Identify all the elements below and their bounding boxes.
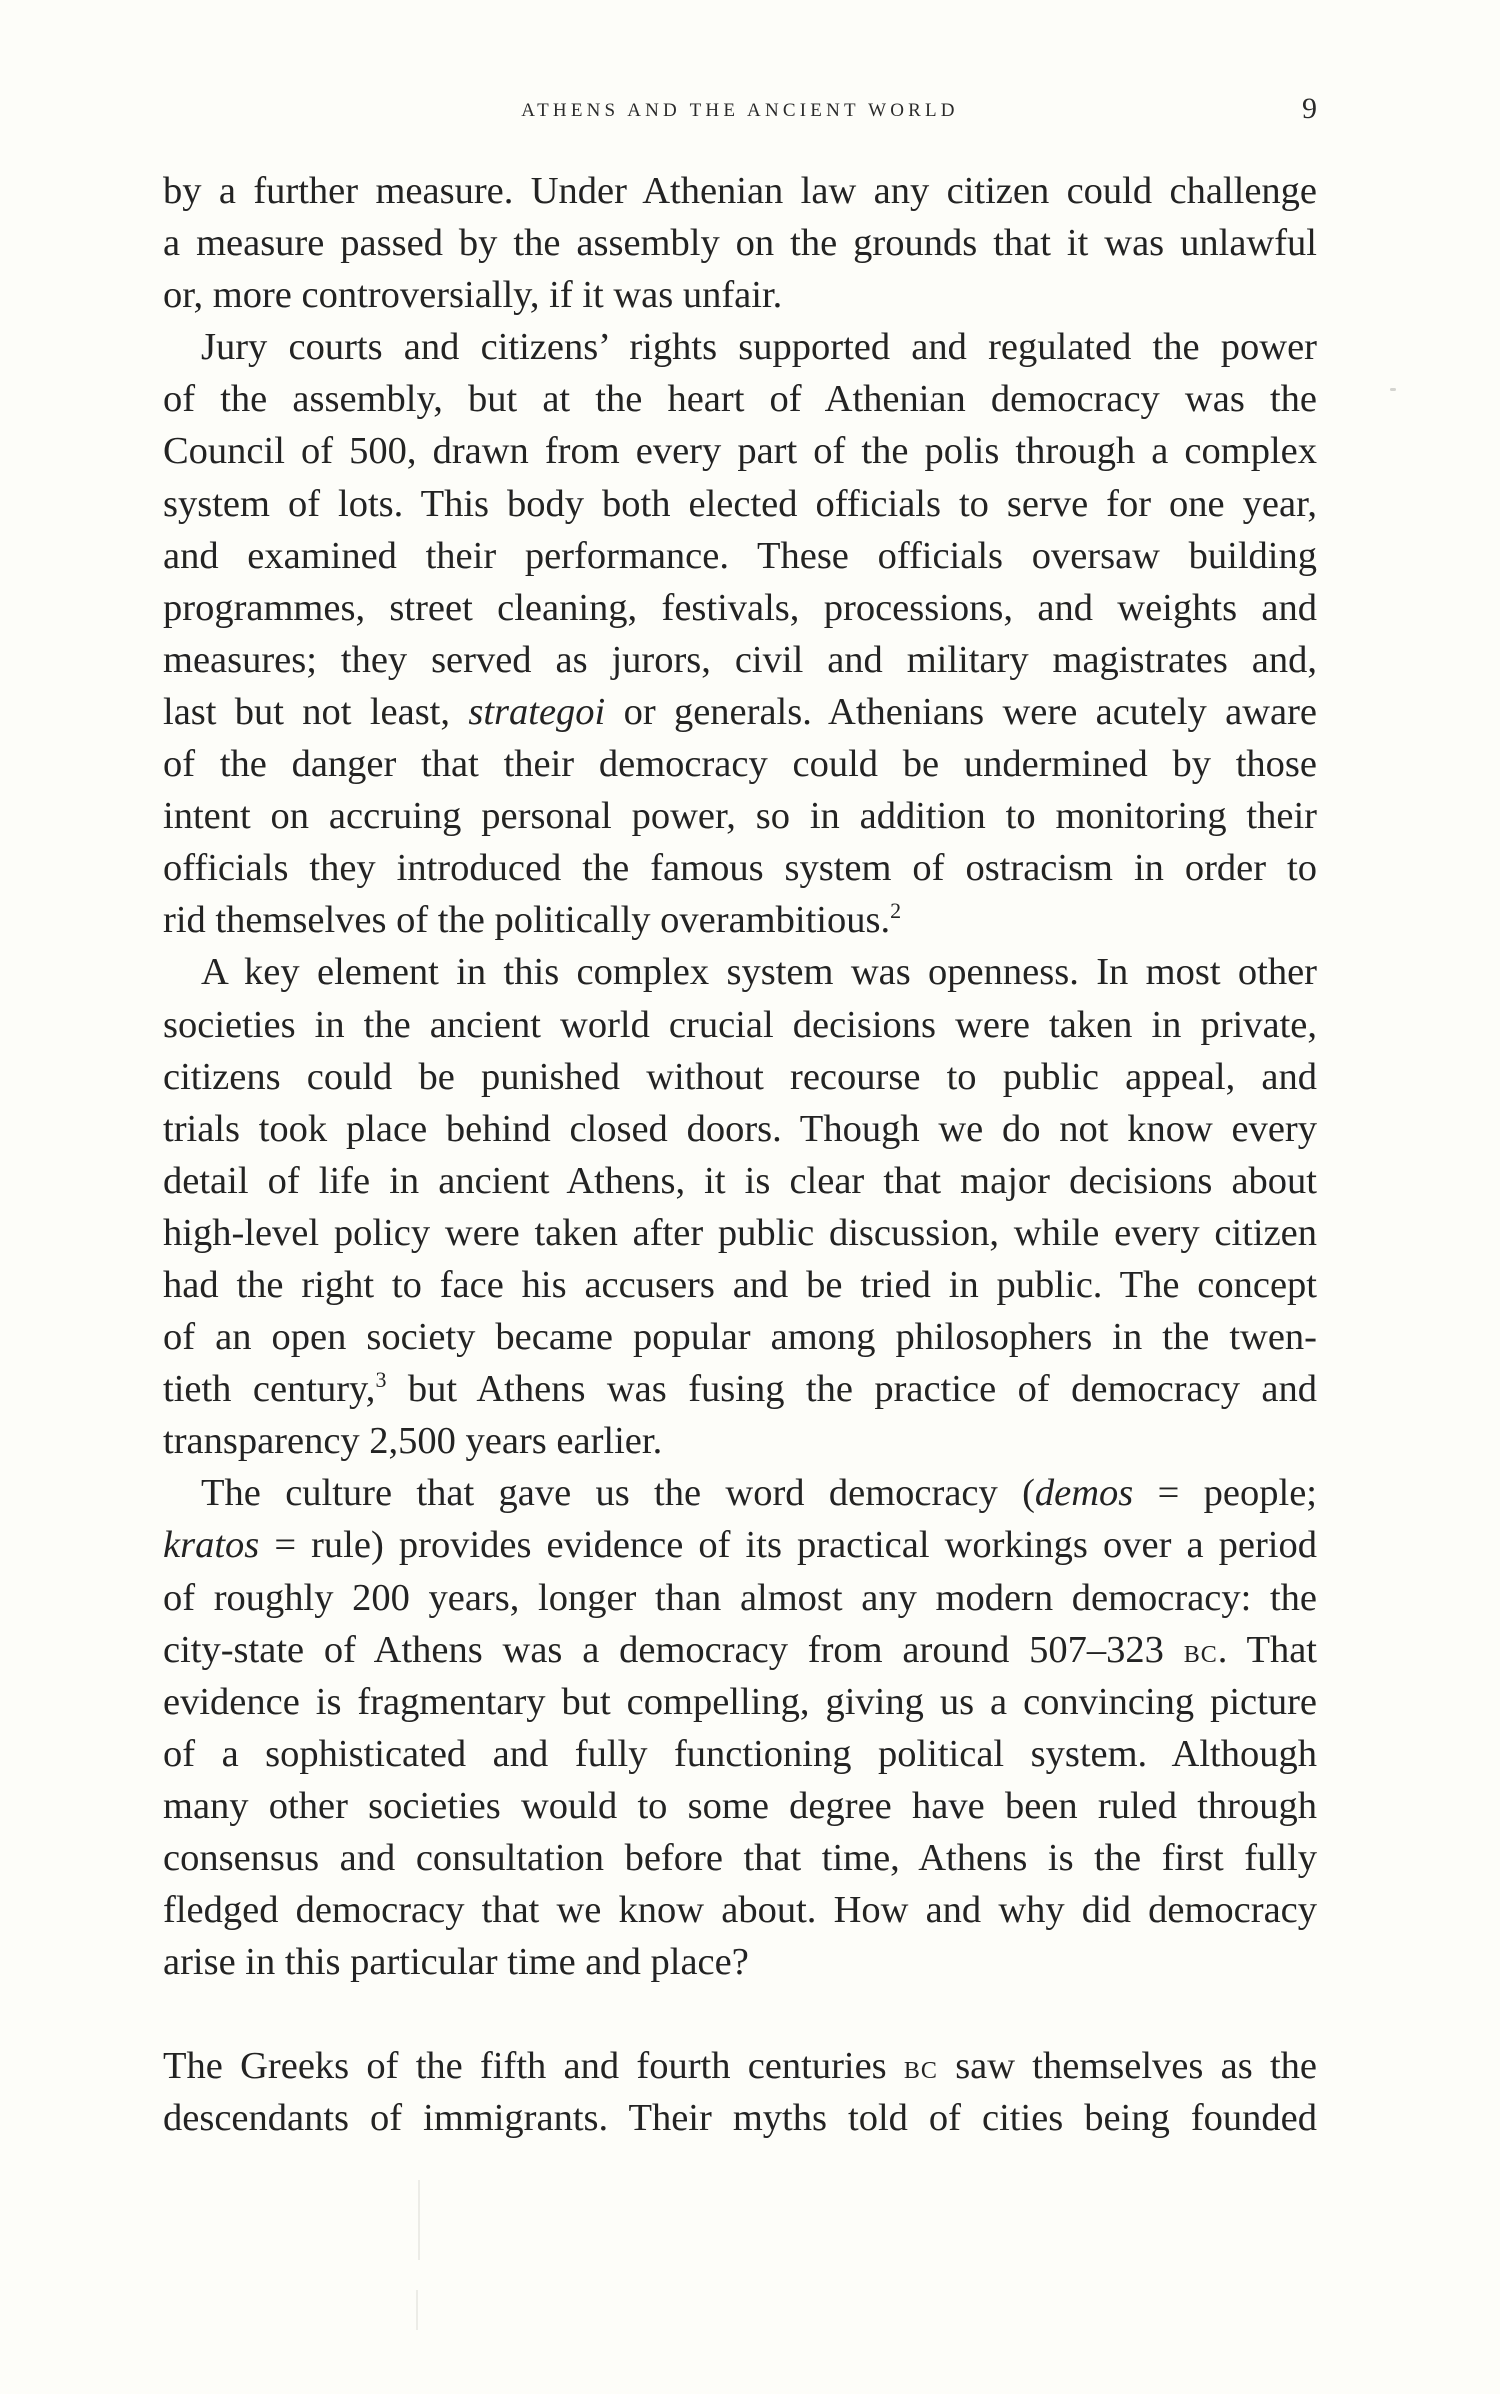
text-line — [163, 842, 1317, 894]
page-number: 9 — [1302, 92, 1317, 125]
text-run: A key element in this complex system was openness. In most other — [201, 951, 1317, 994]
text-run: detail of life in ancient Athens, it is clear that major decisions about — [163, 1159, 1317, 1202]
italic-term: strategoi — [468, 690, 606, 733]
text-run: tieth century, — [163, 1368, 376, 1411]
text-line — [163, 165, 1317, 217]
text-run: societies in the ancient world crucial decisions were taken in private, — [163, 1003, 1317, 1046]
footnote-ref: 3 — [375, 1367, 387, 1393]
footnote-ref: 2 — [890, 898, 902, 924]
text-line — [163, 790, 1317, 842]
text-run: city-state of Athens was a democracy from around 507–323 — [163, 1628, 1184, 1671]
text-line — [163, 582, 1317, 634]
text-run: Jury courts and citizens’ rights supported and regulated the power — [201, 326, 1317, 369]
text-run: rid themselves of the politically overambitious. — [163, 899, 891, 942]
text-line — [163, 999, 1317, 1051]
text-line — [163, 2040, 1317, 2092]
text-run: saw themselves as the — [937, 2045, 1317, 2088]
text-run: transparency 2,500 years earlier. — [163, 1420, 663, 1463]
text-line — [163, 1311, 1317, 1363]
text-run: . That — [1217, 1628, 1318, 1671]
text-run: and examined their performance. These officials oversaw building — [163, 534, 1317, 577]
text-run: a measure passed by the assembly on the grounds that it was unlawful — [163, 222, 1317, 265]
text-line — [163, 478, 1317, 530]
text-line — [163, 1155, 1317, 1207]
text-line — [163, 1519, 1317, 1571]
text-line — [163, 217, 1317, 269]
text-run: high-level policy were taken after public discussion, while every citizen — [163, 1211, 1317, 1254]
text-line — [163, 738, 1317, 790]
text-line — [163, 894, 1317, 946]
text-line — [163, 1676, 1317, 1728]
text-run: system of lots. This body both elected officials to serve for one year, — [163, 482, 1317, 525]
text-line — [163, 1363, 1317, 1415]
italic-term: demos — [1034, 1472, 1134, 1515]
text-line — [163, 946, 1317, 998]
text-line — [163, 1572, 1317, 1624]
text-run: but Athens was fusing the practice of democracy and — [386, 1368, 1317, 1411]
text-line — [163, 1467, 1317, 1519]
text-run: of the assembly, but at the heart of Athenian democracy was the — [163, 378, 1317, 421]
text-line — [163, 1936, 1317, 1988]
text-run: = people; — [1133, 1472, 1317, 1515]
text-line — [163, 634, 1317, 686]
text-line — [163, 1415, 1317, 1467]
text-run: Council of 500, drawn from every part of the polis through a complex — [163, 430, 1317, 473]
text-line — [163, 425, 1317, 477]
text-run: intent on accruing personal power, so in addition to monitoring their — [163, 795, 1317, 838]
text-run: citizens could be punished without recourse to public appeal, and — [163, 1055, 1317, 1098]
text-line — [163, 1207, 1317, 1259]
text-line — [163, 1103, 1317, 1155]
text-run: programmes, street cleaning, festivals, processions, and weights and — [163, 586, 1317, 629]
small-caps-text: bc — [903, 2049, 938, 2087]
text-run: of the danger that their democracy could be undermined by those — [163, 743, 1317, 786]
text-line — [163, 1259, 1317, 1311]
italic-term: kratos — [163, 1524, 260, 1567]
text-run: by a further measure. Under Athenian law any citizen could challenge — [163, 170, 1317, 212]
text-line — [163, 1051, 1317, 1103]
text-line — [163, 269, 1317, 321]
text-line — [163, 686, 1317, 738]
text-line — [163, 321, 1317, 373]
text-run: or generals. Athenians were acutely aware — [605, 690, 1317, 733]
text-run: last but not least, — [163, 690, 469, 733]
text-line — [163, 1624, 1317, 1676]
text-line — [163, 1884, 1317, 1936]
section-break — [163, 1988, 1317, 2040]
text-run: had the right to face his accusers and be tried in public. The concept — [163, 1263, 1317, 1306]
text-run: descendants of immigrants. Their myths told of cities being founded — [163, 2097, 1317, 2140]
text-line — [163, 373, 1317, 425]
text-run: The Greeks of the fifth and fourth centuries — [163, 2045, 904, 2088]
scan-speck — [1390, 388, 1396, 391]
paragraph — [163, 2040, 1317, 2144]
text-run: fledged democracy that we know about. How and why did democracy — [163, 1889, 1317, 1932]
text-run: officials they introduced the famous system of ostracism in order to — [163, 847, 1317, 890]
small-caps-text: bc — [1183, 1632, 1218, 1670]
text-run: of roughly 200 years, longer than almost any modern democracy: the — [163, 1576, 1317, 1619]
text-run: The culture that gave us the word democracy ( — [201, 1472, 1035, 1515]
text-run: many other societies would to some degree have been ruled through — [163, 1784, 1317, 1827]
text-run: of an open society became popular among philosophers in the twen- — [163, 1316, 1317, 1359]
text-run: consensus and consultation before that time, Athens is the first fully — [163, 1837, 1317, 1879]
text-run: trials took place behind closed doors. Though we do not know every — [163, 1107, 1317, 1150]
paragraph — [163, 165, 1317, 321]
text-run: or, more controversially, if it was unfair. — [163, 274, 783, 317]
text-run: arise in this particular time and place? — [163, 1941, 749, 1984]
text-line — [163, 1728, 1317, 1780]
text-run: of a sophisticated and fully functioning political system. Although — [163, 1732, 1317, 1775]
text-line — [163, 1832, 1317, 1884]
paragraph — [163, 321, 1317, 946]
body-text — [163, 165, 1317, 2145]
paragraph — [163, 946, 1317, 1467]
text-run: = rule) provides evidence of its practical workings over a period — [259, 1524, 1317, 1567]
text-line — [163, 2092, 1317, 2144]
text-run: measures; they served as jurors, civil and military magistrates and, — [163, 638, 1317, 681]
paragraph — [163, 1467, 1317, 1988]
text-line — [163, 530, 1317, 582]
scan-crease — [418, 2180, 420, 2260]
text-line — [163, 1780, 1317, 1832]
scan-crease — [416, 2290, 418, 2330]
text-run: evidence is fragmentary but compelling, giving us a convincing picture — [163, 1680, 1317, 1723]
running-head: ATHENS AND THE ANCIENT WORLD — [521, 100, 959, 121]
